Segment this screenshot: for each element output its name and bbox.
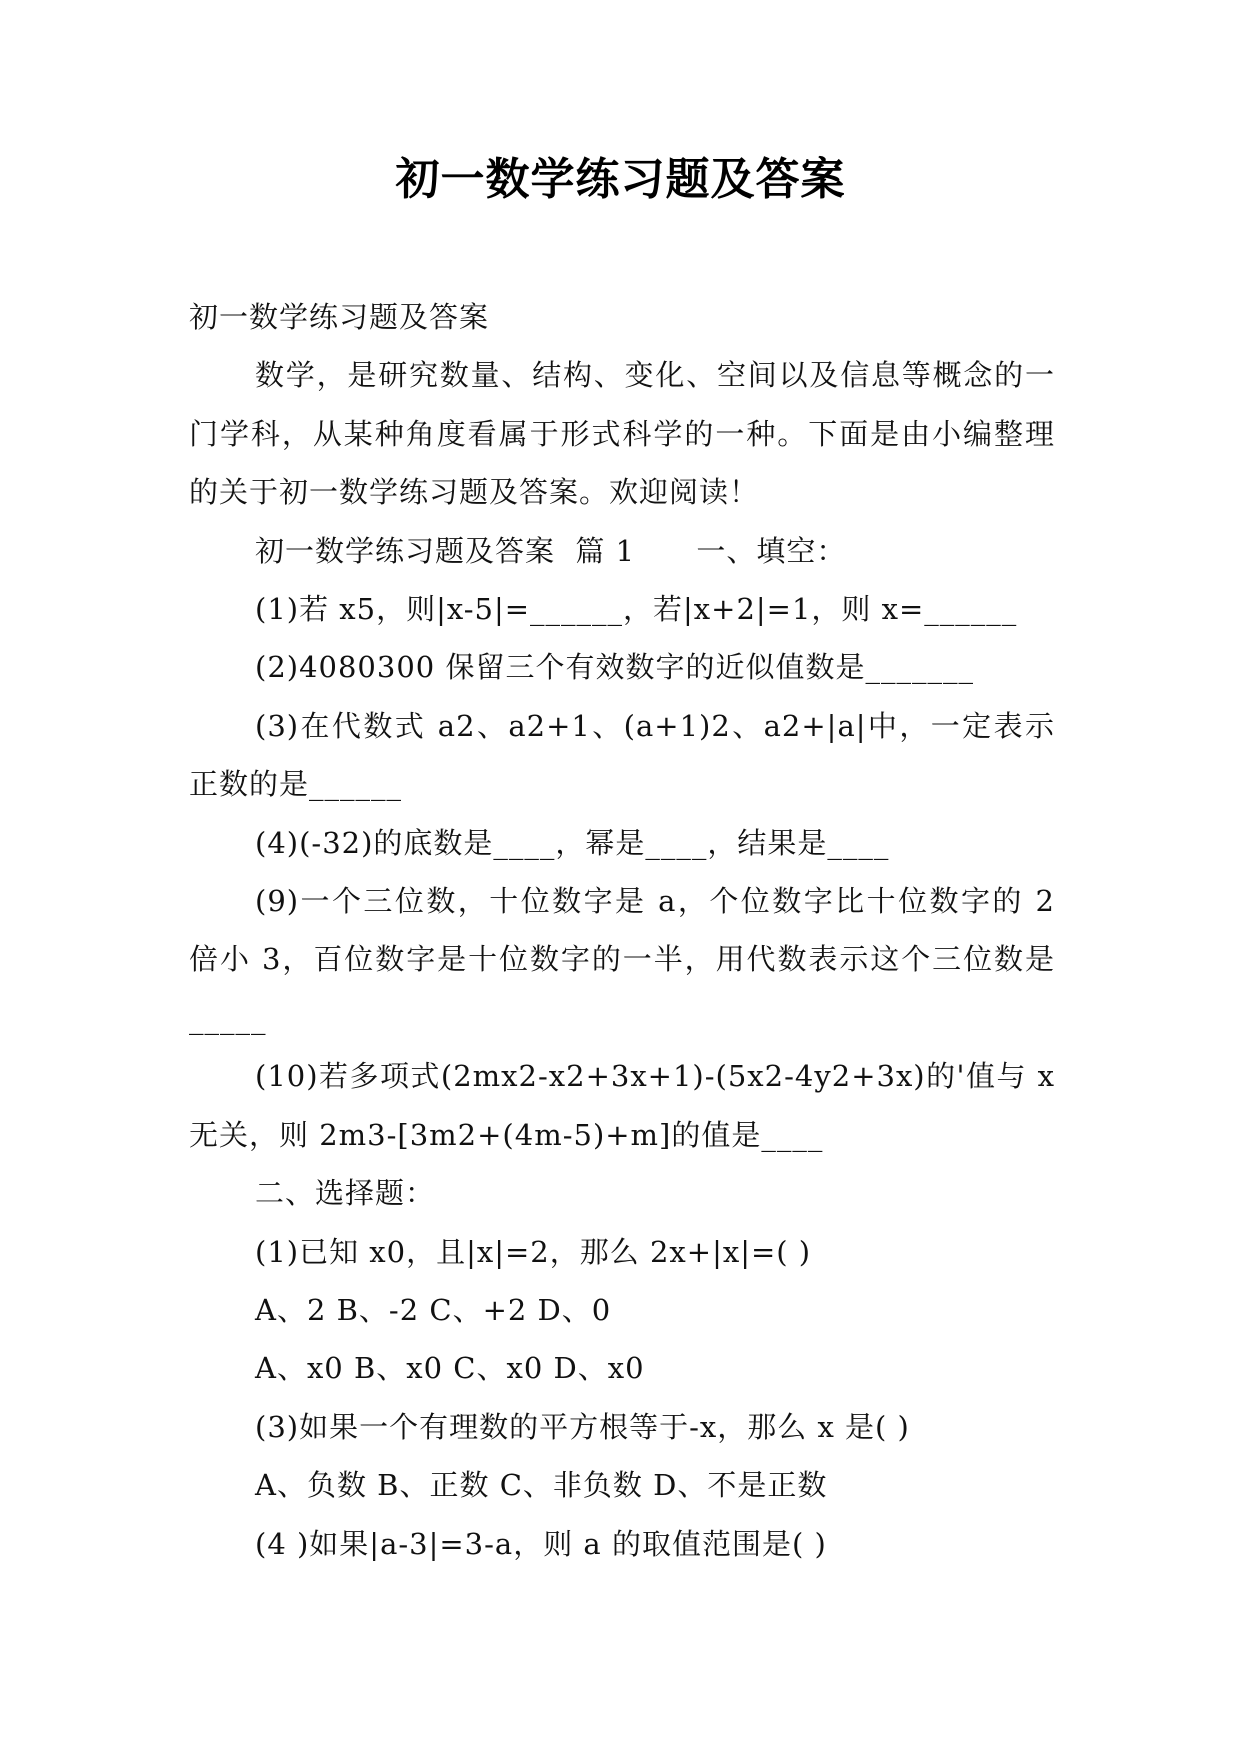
choice-question-2-options: A、x0 B、x0 C、x0 D、x0: [255, 1351, 645, 1386]
choice-question-3-options: A、负数 B、正数 C、非负数 D、不是正数: [255, 1468, 828, 1503]
document-title: 初一数学练习题及答案: [395, 154, 846, 205]
fill-question-9: (9)一个三位数，十位数字是 a，个位数字比十位数字的 2 倍小 3，百位数字是十位数字的一半，用代数表示这个三位数是_____: [189, 884, 1055, 1035]
fill-question-2: (2)4080300 保留三个有效数字的近似值数是_______: [255, 650, 974, 685]
intro-paragraph: 数学，是研究数量、结构、变化、空间以及信息等概念的一门学科，从某种角度看属于形式科学的一种。下面是由小编整理的关于初一数学练习题及答案。欢迎阅读！: [189, 358, 1055, 510]
choice-question-1: (1)已知 x0，且|x|=2，那么 2x+|x|=( ): [255, 1234, 812, 1269]
fill-question-4: (4)(-32)的底数是____，幂是____，结果是____: [255, 825, 890, 860]
section-2-heading: 二、选择题：: [255, 1176, 436, 1211]
section-1-heading: 初一数学练习题及答案 篇 1 一、填空：: [255, 533, 847, 568]
document-body: [189, 288, 1055, 1573]
choice-question-4: (4 )如果|a-3|=3-a，则 a 的取值范围是( ): [255, 1526, 827, 1561]
fill-question-10: (10)若多项式(2mx2-x2+3x+1)-(5x2-4y2+3x)的'值与 x 无关，则 2m3-[3m2+(4m-5)+m]的值是____: [189, 1059, 1055, 1152]
subtitle-paragraph: 初一数学练习题及答案: [189, 300, 490, 334]
fill-question-1: (1)若 x5，则|x-5|=______，若|x+2|=1，则 x=______: [255, 592, 1018, 627]
fill-question-3: (3)在代数式 a2、a2+1、(a+1)2、a2+|a|中，一定表示正数的是______: [189, 708, 1055, 802]
choice-question-1-options: A、2 B、-2 C、+2 D、0: [255, 1292, 612, 1327]
choice-question-3: (3)如果一个有理数的平方根等于-x，那么 x 是( ): [255, 1409, 910, 1444]
